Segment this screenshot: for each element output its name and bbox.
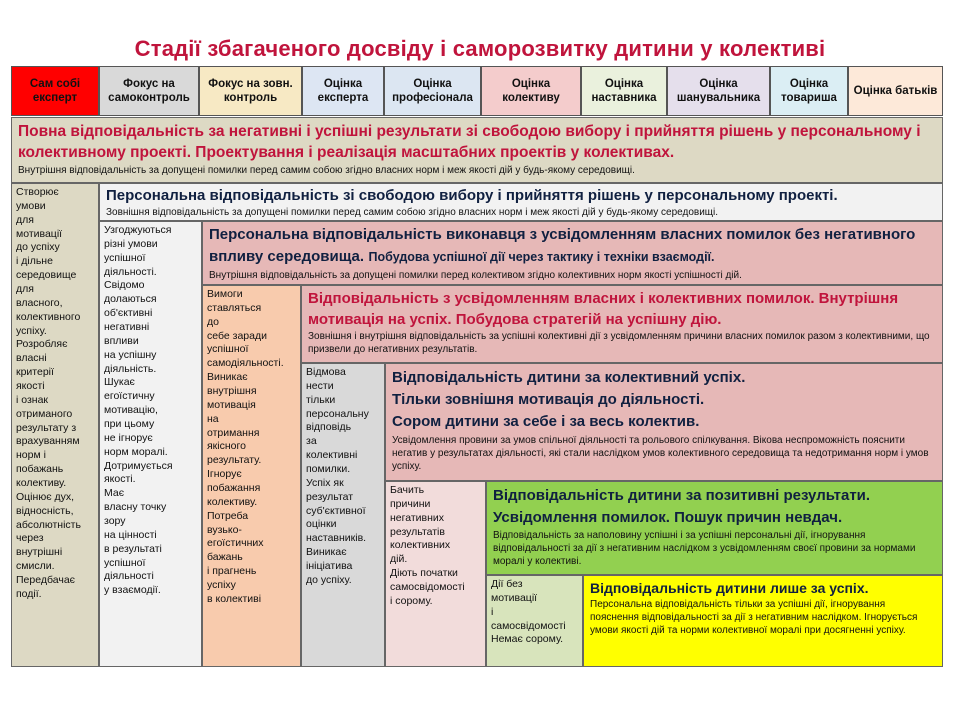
level5-note: Усвідомлення провини за умов спільної діяльності та рольового спілкування. Вікова неспроможність пояснити негатив у результатах діяльності, які стали наслідком умов колективного середовища та недотримання норм і умов успіху. [392, 435, 929, 473]
level2-heading: Персональна відповідальність зі свободою вибору і прийняття рішень у персональному проекті. [106, 187, 838, 204]
level6-side-text: Бачить причини негативних результатів колективних дій. Діють початки самосвідомості і сорому. [385, 481, 486, 667]
level6-note: Відповідальність за наполовину успішні і за успішні персональні дії, ігнорування відповідальності за дії з негативним наслідком з усвідомленням своєї провини за нормами моралі у колективі. [493, 529, 916, 567]
level2-side-text: Створює умови для мотивації до успіху і дільне середовище для власного, колективного успіху. Розробляє власні критерії якості і ознак отриманого результату з врахуванням норм і побажань колективу. Оцінює дух, відносність, абсолютність через внутрішні смисли. Передбачає події. [11, 183, 99, 667]
level6-block [486, 481, 943, 575]
header-cell-7: Оцінка наставника [581, 66, 667, 116]
level1-heading: Повна відповідальність за негативні і успішні результати зі свободою вибору і прийняття рішень у персональному і колективному проекті. Проектування і реалізація масштабних проектів у колективах. [18, 123, 921, 162]
level5-heading-line-1: Відповідальність дитини за колективний успіх. [392, 369, 746, 386]
level5-block [385, 363, 943, 481]
level3-heading-wrap [209, 224, 936, 269]
header-cell-6: Оцінка колективу [481, 66, 581, 116]
level2-note: Зовнішня відповідальність за допущені помилки перед самим собою згідно власних норм і меж якості дій у будь-якому середовищі. [106, 206, 719, 218]
level3-heading-tail: Побудова успішної дії через тактику і техніки взаємодії. [368, 250, 715, 265]
level7-heading: Відповідальність дитини лише за успіх. [590, 580, 869, 596]
level4-note: Зовнішня і внутрішня відповідальність за успішні колективні дії з усвідомленням причини власних помилок разом з колективними, що призвели до негативних результатів. [308, 331, 930, 355]
level4-block [301, 285, 943, 363]
header-cell-9: Оцінка товариша [770, 66, 848, 116]
level1-note: Внутрішня відповідальність за допущені помилки перед самим собою згідно власних норм і меж якості дій у будь-якому середовищі. [18, 164, 635, 176]
level7-note: Персональна відповідальність тільки за успішні дії, ігнорування пояснення відповідальності за дії з негативним наслідком. Ігнорується умови якості дій та норми колективної моралі при досягненні успіху. [590, 598, 918, 636]
level6-heading-line-2: Усвідомлення помилок. Пошук причин невдач. [493, 508, 843, 526]
header-cell-2: Фокус на самоконтроль [99, 66, 199, 116]
level4-side-text: Вимоги ставляться до себе заради успішної самодіяльності. Виникає внутрішня мотивація на отримання якісного результату. Ігнорує побажання колективу. Потреба вузько- егоїстичних бажань і прагнень успіху в колективі [202, 285, 301, 667]
level5-heading-line-2: Тільки зовнішня мотивація до діяльності. [392, 390, 705, 408]
level7-side-text: Дії без мотивації і самосвідомості Немає сорому. [486, 575, 583, 667]
page-title: Стадії збагаченого досвіду і саморозвитку дитини у колективі [134, 36, 826, 61]
header-cell-5: Оцінка професіонала [384, 66, 481, 116]
level5-side-text: Відмова нести тільки персональну відповідь за колективні помилки. Успіх як результат суб'єктивної оцінки наставників. Виникає ініціатива до успіху. [301, 363, 385, 667]
level3-heading: Персональна відповідальність виконавця з усвідомленням власних помилок без негативного впливу середовища. [209, 226, 916, 266]
header-cell-8: Оцінка шанувальника [667, 66, 770, 116]
level5-heading-line-3: Сором дитини за себе і за весь колектив. [392, 412, 700, 430]
level3-block [202, 221, 943, 285]
level2-block [99, 183, 943, 221]
header-cell-3: Фокус на зовн. контроль [199, 66, 302, 116]
level1-block [11, 117, 943, 183]
header-cell-10: Оцінка батьків [848, 66, 943, 116]
level7-block [583, 575, 943, 667]
level4-heading: Відповідальність з усвідомленням власних і колективних помилок. Внутрішня мотивація на успіх. Побудова стратегій на успішну дію. [308, 290, 899, 328]
level3-note: Внутрішня відповідальність за допущені помилки перед колективом згідно колективних норм якості успішності дій. [209, 269, 742, 281]
header-cell-1: Сам собі експерт [11, 66, 99, 116]
level3-side-text: Узгоджуються різні умови успішної діяльності. Свідомо долаються об'єктивні негативні впливи на успішну діяльність. Шукає егоїстичну мотивацію, при цьому не ігнорує норм моралі. Дотримується якості. Має власну точку зору на цінності в результаті успішної діяльності у взаємодії. [99, 221, 202, 667]
header-cell-4: Оцінка експерта [302, 66, 384, 116]
level6-heading-line-1: Відповідальність дитини за позитивні результати. [493, 487, 871, 504]
